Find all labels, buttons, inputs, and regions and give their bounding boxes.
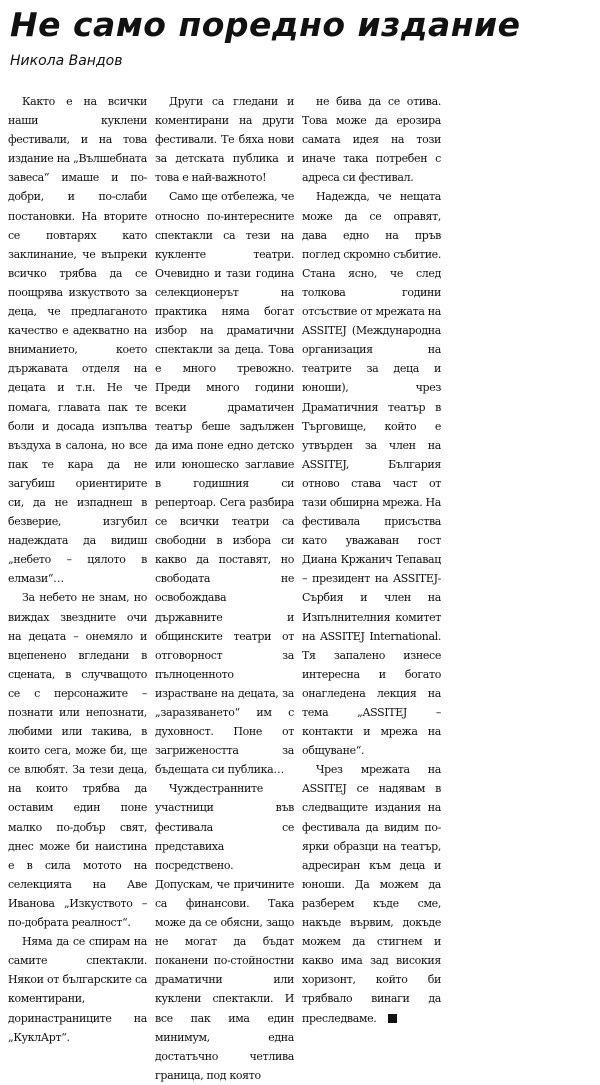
- paragraph: За небето не знам, но виждах звездните очи на децата – онемяло и вцепенено вгледани в сцената, в случващото се с персонажите – познати или непознати, любими или такива, в които сега, може би, ще се влюбят. За тези деца, на които трябва да оставим един поне малко по-добър свят, днес може би наистина е в сила мотото на селекцията на Аве Иванова „Изкуството – по-добрата реалност“.: [8, 591, 147, 930]
- paragraph-text: Чрез мрежата на ASSITEJ се надявам в следващите издания на фестивала да видим по-ярки образци на театър, адресиран към деца и юноши. Да можем да разберем къде сме, накъде вървим, докъде можем да стигнем и какво има зад високия хоризонт, който би трябвало винаги да преследваме.: [302, 763, 441, 1025]
- paragraph: Чуждестранните участници във фестивала се представиха посредствено. Допускам, че причините са финансови. Така може да се обясни, защо не могат да бъдат поканени по-стойностни драматични или куклени спектакли. И все пак има един минимум, една достатъчно четлива граница, под която: [155, 782, 294, 1082]
- article-body: [8, 92, 592, 1082]
- article-column-3: [302, 92, 441, 1025]
- article-column-1: [8, 92, 147, 1044]
- paragraph: Други са гледани и коментирани на други фестивали. Те бяха нови за детската публика и това е най-важното!: [155, 95, 294, 185]
- paragraph: Надежда, че нещата може да се оправят, дава едно на пръв поглед скромно събитие. Стана ясно, че след толкова години отсъствие от мрежата на ASSITEJ (Международна организация на театрите за деца и юноши), чрез Драматичния театър в Търговище, който е утвърден за член на ASSITEJ, България отново става част от тази обширна мрежа. На фестивала присъства като уважаван гост Диана Кржанич Тепавац – президент на ASSITEJ-Сърбия и член на Изпълнителния комитет на ASSITEJ International. Тя запалено изнесе интересна и богато онагледена лекция на тема „ASSITEJ – контакти и мрежа на общуване“.: [302, 190, 441, 758]
- article-headline: Не само поредно издание: [10, 5, 521, 44]
- article-author: Никола Вандов: [10, 53, 123, 69]
- paragraph: Само ще отбележа, че относно по-интересните спектакли са тези на кукленте театри. Очевидно и тази година селекционерът на практика няма богат избор на драматични спектакли за деца. Това е много тревожно. Преди много години всеки драматичен театър беше задължен да има поне едно детско или юношеско заглавие в годишния си репертоар. Сега разбира се всички театри са свободни в избора си какво да поставят, но свободата не освобождава държавните и общинските театри от отговорност за пълноценното израстване на децата, за „заразяването“ им с духовност. Поне от загрижеността за бъдещата си публика…: [155, 190, 294, 777]
- end-of-article-mark: [388, 1014, 397, 1023]
- paragraph: Няма да се спирам на самите спектакли. Някои от българските са коментирани, доринастраниците на „КуклАрт“.: [8, 935, 147, 1044]
- article-column-2: [155, 92, 294, 1082]
- last-paragraph: [302, 760, 441, 1027]
- paragraph: Както е на всички наши куклени фестивали, и на това издание на „Вълшебната завеса“ имаше и по-добри, и по-слаби постановки. На вторите се повтарях като заклинание, че въпреки всичко трябва да се поощрява изкуството за деца, че предлаганото качество е адекватно на вниманието, което държавата отделя на децата и т.н. Не че помага, главата пак те боли и досада изпълва въздуха в салона, но все пак те кара да не загубиш ориентирите си, да не изпаднеш в безверие, изгубил надеждата да видиш „небето – цялото в елмази“…: [8, 95, 147, 586]
- paragraph: не бива да се отива. Това може да ерозира самата идея на този иначе така потребен с адреса си фестивал.: [302, 95, 441, 185]
